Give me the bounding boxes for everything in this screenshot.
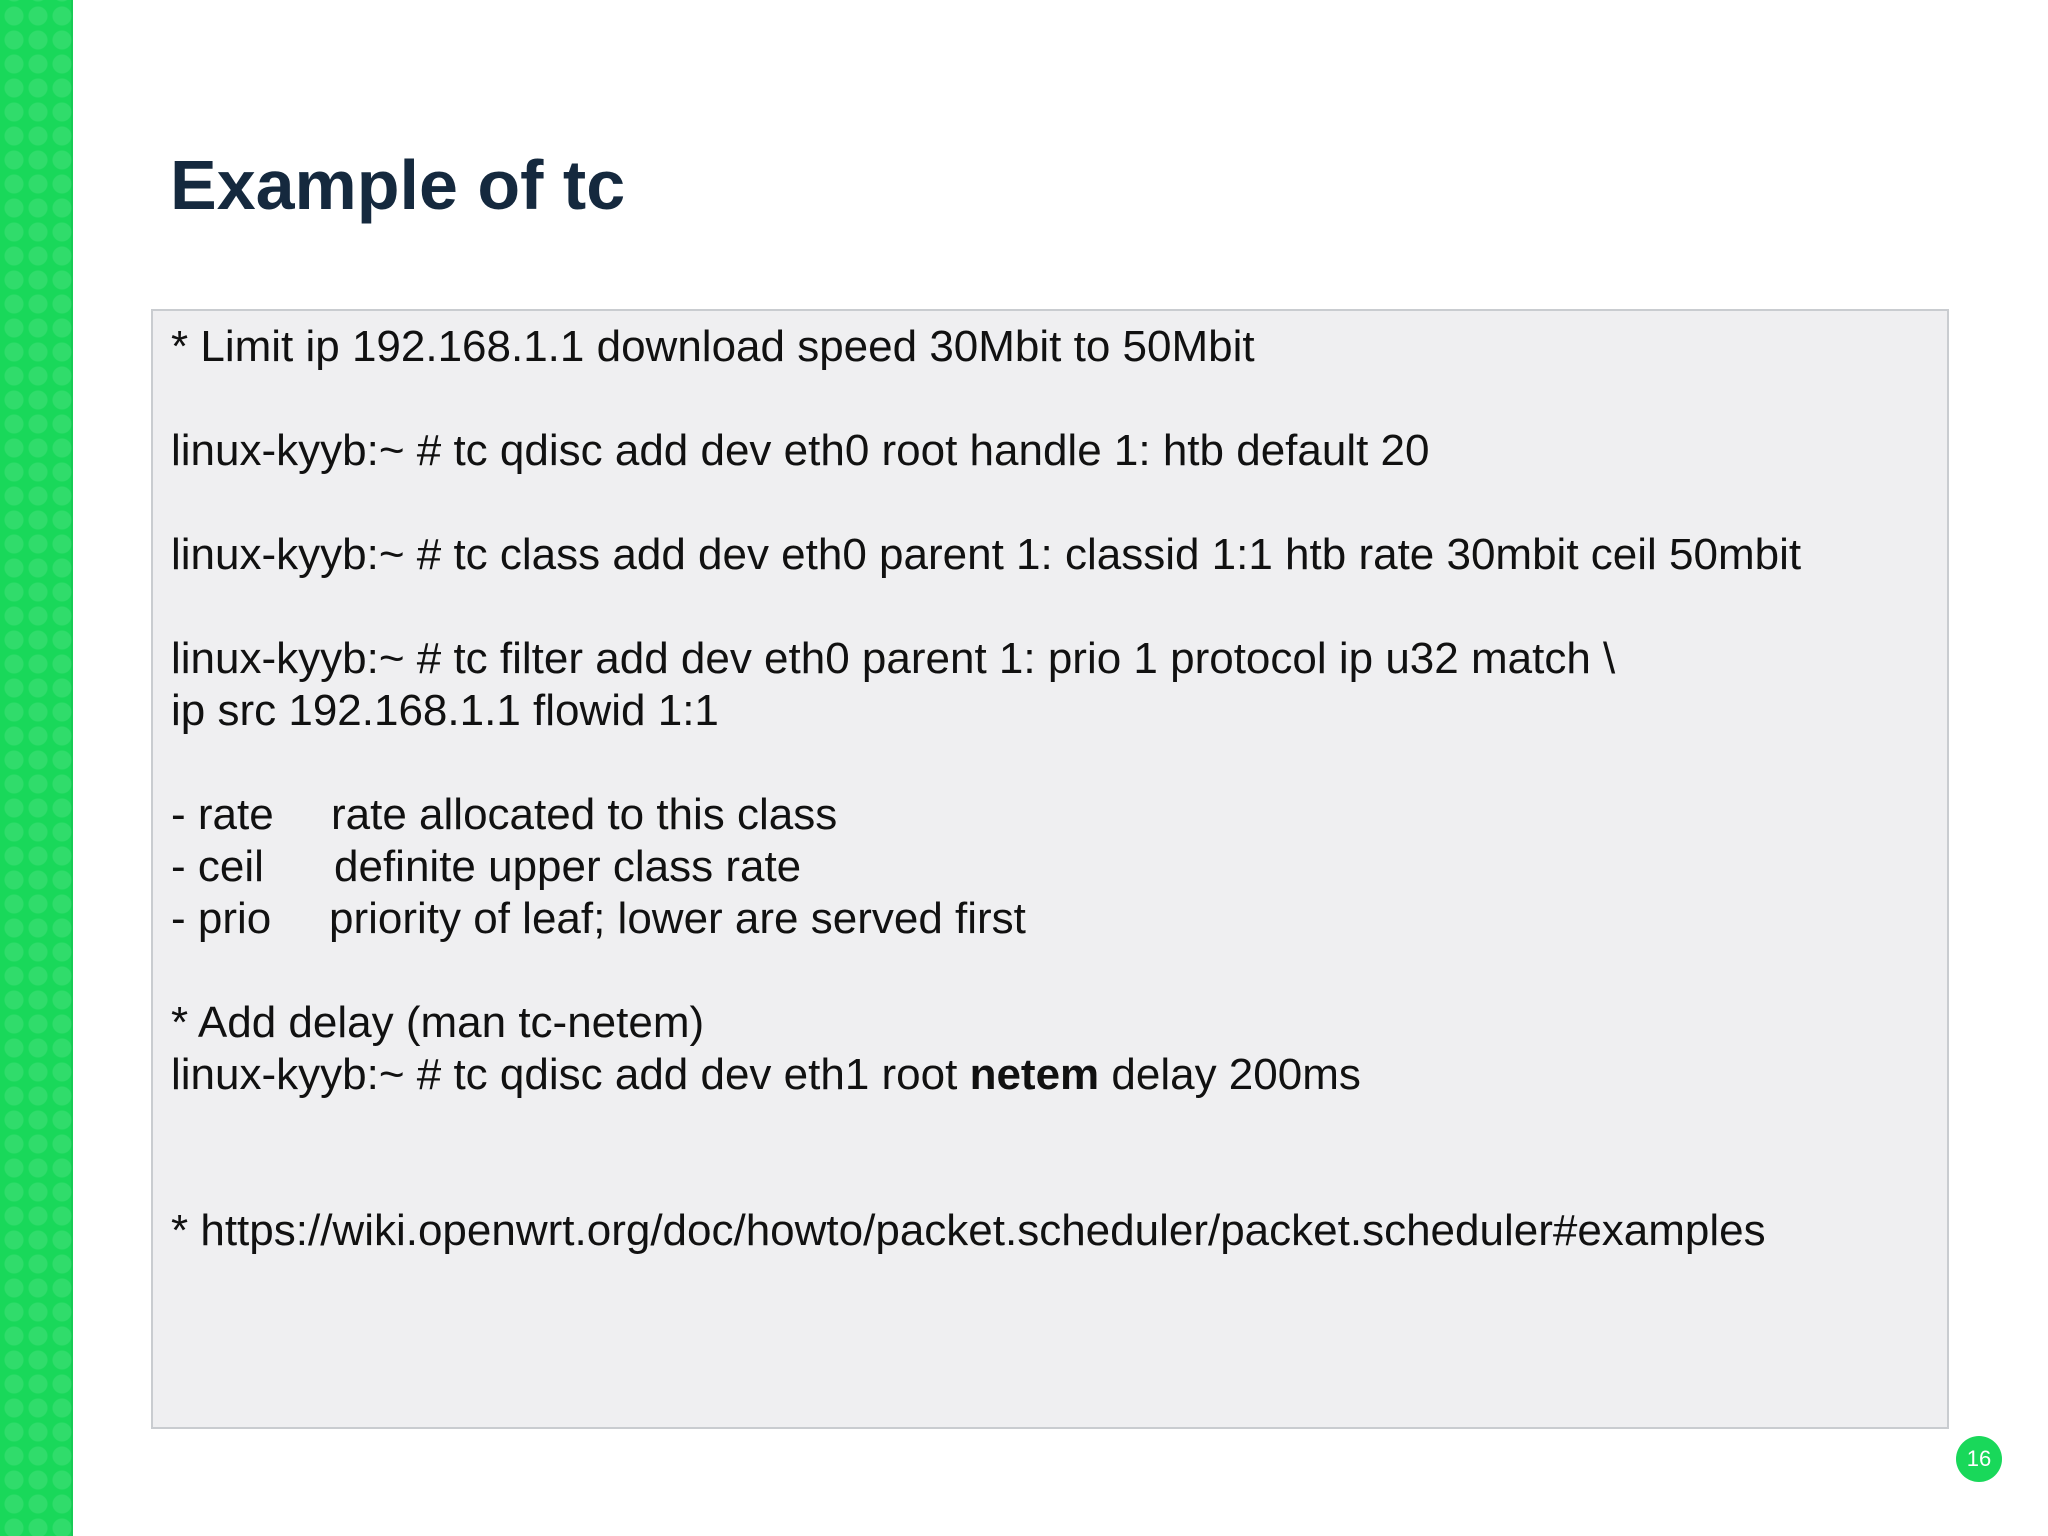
definition-term: - prio <box>171 894 272 943</box>
content-lines <box>171 321 1947 1257</box>
command-netem <box>171 1049 1947 1101</box>
content-box <box>151 309 1949 1429</box>
slide-title: Example of tc <box>170 146 626 224</box>
definition-term: - ceil <box>171 842 264 891</box>
definition-description: rate allocated to this class <box>331 790 838 839</box>
command-netem-keyword: netem <box>969 1050 1100 1099</box>
spacer <box>171 1101 1947 1205</box>
command-filter-line-1: linux-kyyb:~ # tc filter add dev eth0 parent 1: prio 1 protocol ip u32 match \ <box>171 634 1616 683</box>
definition-description: priority of leaf; lower are served first <box>329 894 1026 943</box>
left-accent-bar <box>0 0 73 1536</box>
definition-prio <box>171 893 1947 945</box>
reference-link: * https://wiki.openwrt.org/doc/howto/packet.scheduler/packet.scheduler#examples <box>171 1206 1766 1255</box>
delay-heading: * Add delay (man tc-netem) <box>171 998 705 1047</box>
definition-ceil <box>171 841 1947 893</box>
command-netem-prefix: linux-kyyb:~ # tc qdisc add dev eth1 root <box>171 1050 970 1099</box>
definition-rate <box>171 789 1947 841</box>
spacer <box>171 737 1947 789</box>
spacer <box>171 477 1947 529</box>
command-qdisc: linux-kyyb:~ # tc qdisc add dev eth0 root handle 1: htb default 20 <box>171 426 1430 475</box>
definition-description: definite upper class rate <box>334 842 802 891</box>
definition-term: - rate <box>171 790 274 839</box>
spacer <box>171 373 1947 425</box>
spacer <box>171 945 1947 997</box>
command-filter-line-2: ip src 192.168.1.1 flowid 1:1 <box>171 686 719 735</box>
spacer <box>171 581 1947 633</box>
limit-heading: * Limit ip 192.168.1.1 download speed 30Mbit to 50Mbit <box>171 322 1255 371</box>
command-netem-suffix: delay 200ms <box>1099 1050 1361 1099</box>
command-class: linux-kyyb:~ # tc class add dev eth0 parent 1: classid 1:1 htb rate 30mbit ceil 50mbit <box>171 530 1802 579</box>
page-number-badge: 16 <box>1956 1436 2002 1482</box>
